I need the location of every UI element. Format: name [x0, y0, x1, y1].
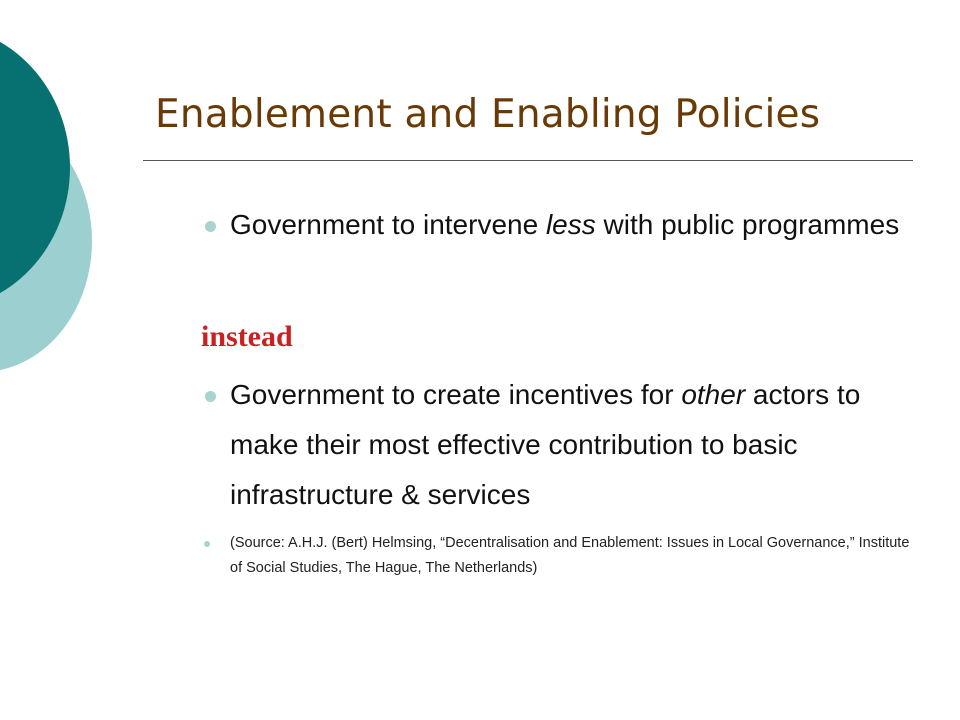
bullet-dot-icon: [204, 541, 210, 547]
bullet1-text-end: with public programmes: [595, 209, 900, 240]
bullet-government-create-incentives: [230, 370, 910, 520]
title-underline: [143, 160, 913, 161]
bullet2-text-start: Government to create incentives for: [230, 379, 682, 410]
bullet2-emphasis: other: [681, 379, 746, 410]
connector-instead: instead: [201, 320, 293, 353]
bullet-government-intervene-less: [230, 200, 910, 250]
bullet2-text-end: actors to make their most effective contribution to basic infrastructure & services: [230, 379, 861, 510]
source-citation: [230, 531, 910, 581]
slide-title: Enablement and Enabling Policies: [155, 92, 821, 137]
bullet1-emphasis: less: [545, 209, 596, 240]
source-text: (Source: A.H.J. (Bert) Helmsing, “Decentralisation and Enablement: Issues in Local Governance,” Institute of Social Studies, The Hague, The Netherlands): [230, 535, 910, 576]
bullet-dot-icon: [205, 221, 216, 232]
bullet1-text-start: Government to intervene: [230, 209, 546, 240]
bullet-dot-icon: [205, 391, 216, 402]
